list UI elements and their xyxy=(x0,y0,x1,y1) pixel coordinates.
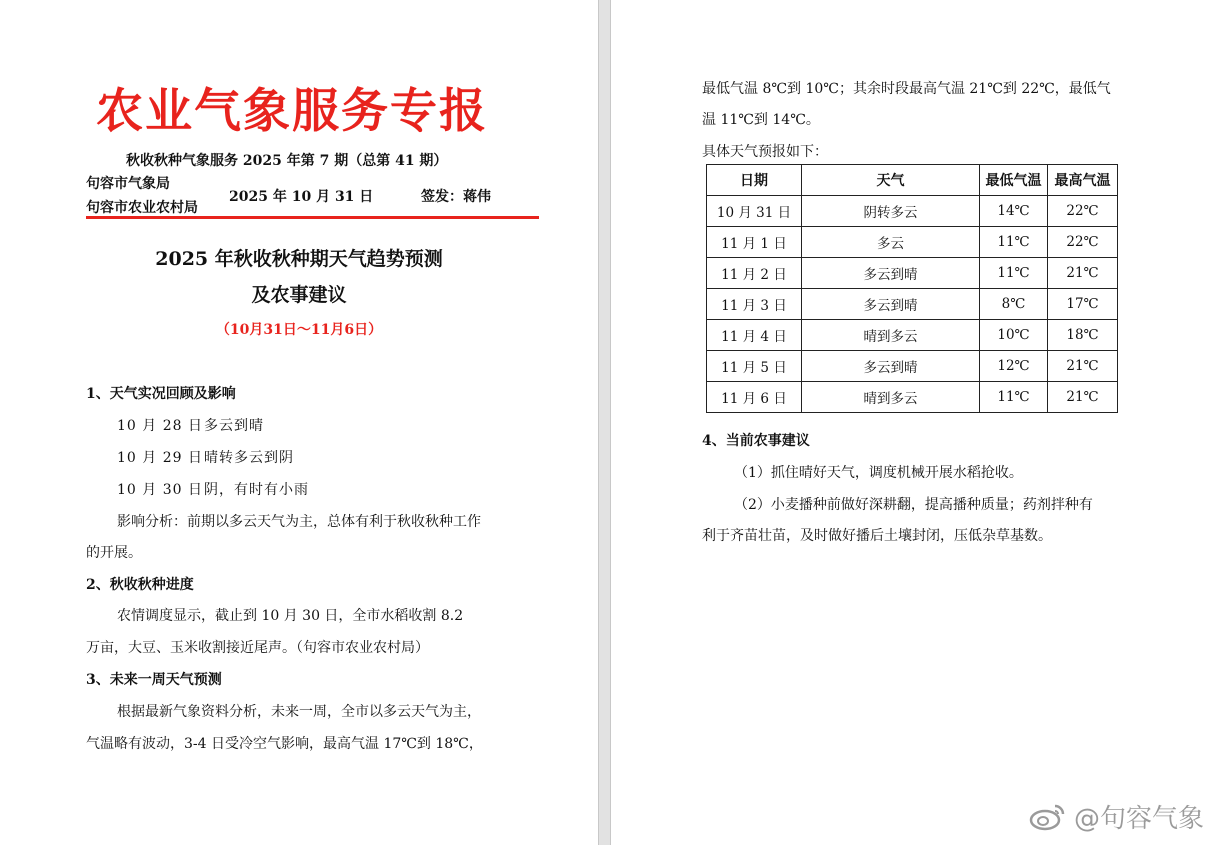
header-divider xyxy=(86,216,539,219)
org-agriculture-bureau: 句容市农业农村局 xyxy=(86,200,198,216)
weather-day-desc: 晴转多云到阴 xyxy=(204,450,294,466)
advice-item2: （2）小麦播种前做好深耕翻，提高播种质量；药剂拌种有 xyxy=(734,497,1093,513)
section2-heading: 2、秋收秋种进度 xyxy=(86,577,194,593)
cell-weather: 阴转多云 xyxy=(802,196,980,227)
cell-date: 11 月 4 日 xyxy=(707,320,802,351)
weather-day-date: 10 月 28 日 xyxy=(117,418,203,434)
weather-day-date: 10 月 29 日 xyxy=(117,450,203,466)
org-weather-bureau: 句容市气象局 xyxy=(86,176,170,192)
cell-date: 10 月 31 日 xyxy=(707,196,802,227)
header-min-temp: 最低气温 xyxy=(980,165,1048,196)
section3-heading: 3、未来一周天气预测 xyxy=(86,672,222,688)
cell-min-temp: 11℃ xyxy=(980,227,1048,258)
page-gap xyxy=(598,0,611,845)
cell-weather: 晴到多云 xyxy=(802,320,980,351)
table-header-row xyxy=(707,165,1118,196)
section4-heading: 4、当前农事建议 xyxy=(702,433,810,449)
table-intro: 具体天气预报如下： xyxy=(702,144,828,160)
table-row xyxy=(707,289,1118,320)
cell-max-temp: 22℃ xyxy=(1048,227,1118,258)
table-row xyxy=(707,320,1118,351)
forecast-text-cont: 气温略有波动，3-4 日受冷空气影响，最高气温 17℃到 18℃， xyxy=(86,736,483,752)
cell-max-temp: 22℃ xyxy=(1048,196,1118,227)
cell-date: 11 月 2 日 xyxy=(707,258,802,289)
advice-item1: （1）抓住晴好天气，调度机械开展水稻抢收。 xyxy=(734,465,1023,481)
table-row xyxy=(707,351,1118,382)
forecast-text-cont3: 温 11℃到 14℃。 xyxy=(702,112,820,128)
issue-date: 2025 年 10 月 31 日 xyxy=(229,189,374,205)
cell-min-temp: 12℃ xyxy=(980,351,1048,382)
signer: 签发：蒋伟 xyxy=(421,189,491,205)
right-page xyxy=(611,0,1214,845)
impact-analysis: 影响分析：前期以多云天气为主，总体有利于秋收秋种工作 xyxy=(117,514,481,530)
advice-item2-cont: 利于齐苗壮苗，及时做好播后土壤封闭，压低杂草基数。 xyxy=(702,528,1052,544)
weather-day-date: 10 月 30 日 xyxy=(117,482,203,498)
masthead-title: 农业气象服务专报 xyxy=(96,84,488,139)
cell-min-temp: 11℃ xyxy=(980,382,1048,413)
table-row xyxy=(707,227,1118,258)
weather-day-desc: 多云到晴 xyxy=(204,418,264,434)
table-row xyxy=(707,382,1118,413)
cell-date: 11 月 6 日 xyxy=(707,382,802,413)
cell-date: 11 月 5 日 xyxy=(707,351,802,382)
document-title-line2: 及农事建议 xyxy=(251,284,347,306)
forecast-text: 根据最新气象资料分析，未来一周，全市以多云天气为主， xyxy=(117,704,481,720)
weather-day-desc: 阴，有时有小雨 xyxy=(204,482,309,498)
impact-analysis-cont: 的开展。 xyxy=(86,545,142,561)
date-range: （10月31日～11月6日） xyxy=(215,322,383,338)
weibo-icon xyxy=(1028,802,1068,832)
cell-min-temp: 8℃ xyxy=(980,289,1048,320)
cell-date: 11 月 1 日 xyxy=(707,227,802,258)
header-max-temp: 最高气温 xyxy=(1048,165,1118,196)
cell-min-temp: 14℃ xyxy=(980,196,1048,227)
forecast-text-cont2: 最低气温 8℃到 10℃；其余时段最高气温 21℃到 22℃，最低气 xyxy=(702,81,1111,97)
cell-max-temp: 18℃ xyxy=(1048,320,1118,351)
issue-line: 秋收秋种气象服务 2025 年第 7 期（总第 41 期） xyxy=(126,153,448,169)
cell-weather: 多云到晴 xyxy=(802,351,980,382)
weibo-watermark xyxy=(1028,798,1204,835)
section1-heading: 1、天气实况回顾及影响 xyxy=(86,386,236,402)
cell-max-temp: 17℃ xyxy=(1048,289,1118,320)
forecast-table xyxy=(706,164,1118,413)
table-row xyxy=(707,196,1118,227)
progress-text: 农情调度显示，截止到 10 月 30 日，全市水稻收割 8.2 xyxy=(117,608,464,624)
header-date: 日期 xyxy=(707,165,802,196)
watermark-text: @句容气象 xyxy=(1073,804,1204,834)
cell-weather: 多云到晴 xyxy=(802,258,980,289)
table-row xyxy=(707,258,1118,289)
cell-weather: 晴到多云 xyxy=(802,382,980,413)
cell-min-temp: 10℃ xyxy=(980,320,1048,351)
cell-weather: 多云到晴 xyxy=(802,289,980,320)
cell-weather: 多云 xyxy=(802,227,980,258)
cell-max-temp: 21℃ xyxy=(1048,258,1118,289)
progress-text-cont: 万亩，大豆、玉米收割接近尾声。（句容市农业农村局） xyxy=(86,640,429,656)
left-page xyxy=(0,0,598,845)
cell-min-temp: 11℃ xyxy=(980,258,1048,289)
cell-date: 11 月 3 日 xyxy=(707,289,802,320)
cell-max-temp: 21℃ xyxy=(1048,382,1118,413)
document-title-line1: 2025 年秋收秋种期天气趋势预测 xyxy=(155,248,443,270)
cell-max-temp: 21℃ xyxy=(1048,351,1118,382)
header-weather: 天气 xyxy=(802,165,980,196)
